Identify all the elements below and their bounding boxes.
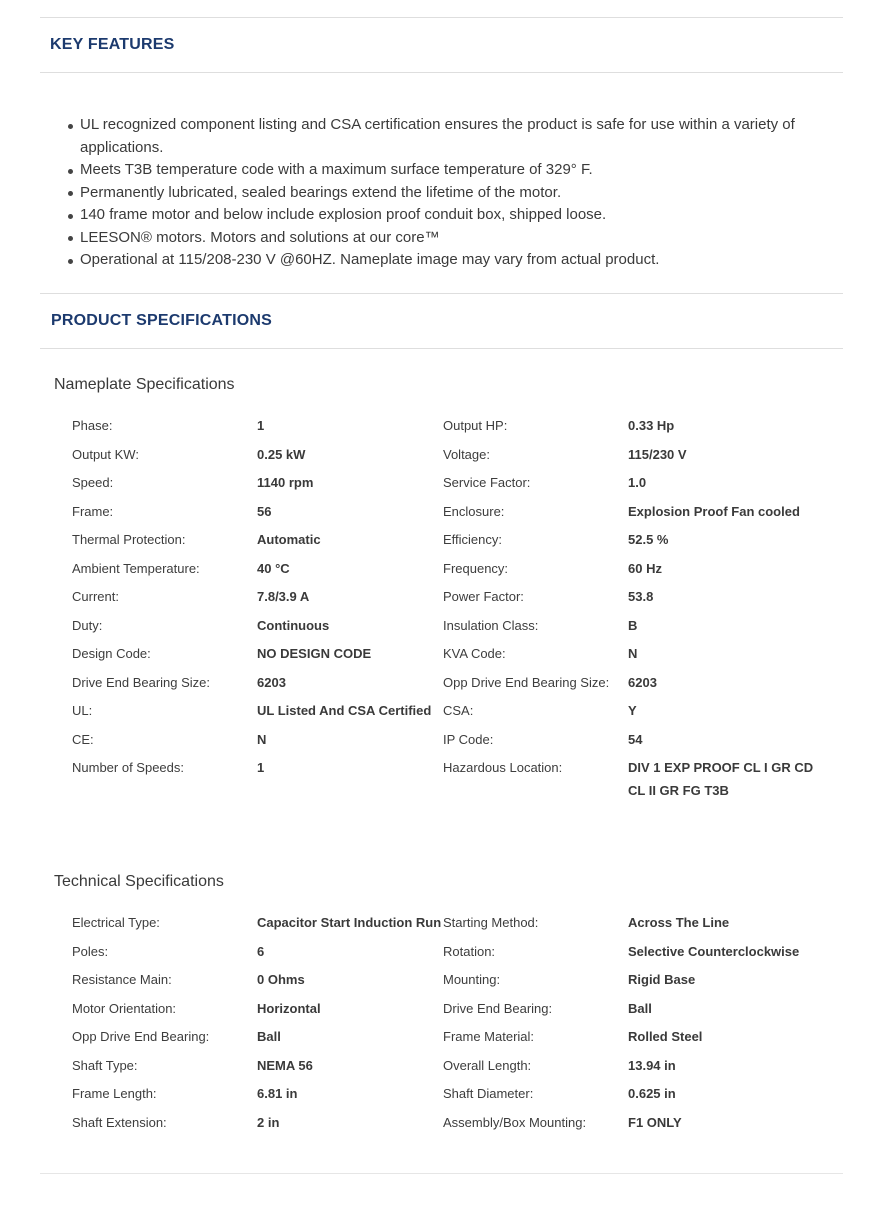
feature-item: 140 frame motor and below include explosion proof conduit box, shipped loose. (80, 204, 840, 227)
spec-row (40, 1112, 843, 1141)
spec-label: Enclosure: (443, 503, 505, 519)
spec-row (40, 729, 843, 758)
spec-label: Shaft Type: (72, 1057, 138, 1073)
spec-value: 1 (257, 418, 265, 433)
spec-value: 6203 (257, 674, 286, 690)
spec-label: Number of Speeds: (72, 760, 185, 775)
spec-label: Frame Length: (72, 1086, 157, 1101)
spec-label: Thermal Protection: (72, 532, 186, 547)
spec-label: Shaft Extension: (72, 1114, 167, 1130)
spec-value: 0.25 kW (257, 446, 306, 462)
spec-value: Continuous (257, 617, 330, 633)
spec-row (40, 941, 843, 970)
spec-value: DIV 1 EXP PROOF CL I GR CD CL II GR FG T3B (628, 760, 814, 798)
spec-label: Overall Length: (443, 1057, 532, 1073)
spec-label: UL: (72, 703, 93, 718)
spec-label: Drive End Bearing: (443, 1000, 553, 1016)
spec-value: Y (628, 703, 637, 718)
feature-item: Operational at 115/208-230 V @60HZ. Nameplate image may vary from actual product. (80, 249, 840, 272)
spec-label: Frame: (72, 503, 114, 519)
spec-value: Capacitor Start Induction Run (257, 915, 442, 930)
spec-value: 54 (628, 731, 643, 747)
spec-value: 0 Ohms (257, 972, 305, 987)
spec-value: UL Listed And CSA Certified (257, 703, 432, 718)
feature-item: UL recognized component listing and CSA certification ensures the product is safe for use within a variety of applications. (80, 114, 840, 159)
spec-value: 0.625 in (628, 1086, 676, 1101)
spec-value: F1 ONLY (628, 1114, 682, 1130)
spec-value: B (628, 617, 638, 633)
spec-value: 1.0 (628, 475, 647, 490)
nameplate-specifications-title: Nameplate Specifications (54, 376, 235, 393)
spec-value: Selective Counterclockwise (628, 943, 800, 959)
spec-value: 7.8/3.9 A (257, 589, 310, 604)
spec-row (40, 912, 843, 941)
spec-value: Ball (628, 1000, 652, 1016)
spec-value: Explosion Proof Fan cooled (628, 503, 800, 519)
product-specifications-header[interactable] (40, 293, 843, 349)
spec-value: 56 (257, 503, 272, 519)
spec-value: 1140 rpm (257, 475, 314, 490)
spec-value: 52.5 % (628, 532, 669, 547)
technical-specifications-title: Technical Specifications (54, 873, 224, 890)
spec-label: IP Code: (443, 731, 494, 747)
spec-value: NEMA 56 (257, 1057, 313, 1073)
nameplate-spec-grid (40, 415, 843, 808)
spec-label: Resistance Main: (72, 972, 172, 987)
spec-label: Poles: (72, 943, 109, 959)
spec-row (40, 615, 843, 644)
spec-label: CSA: (443, 703, 474, 718)
technical-spec-grid (40, 912, 843, 1140)
spec-label: Insulation Class: (443, 617, 539, 633)
spec-row (40, 672, 843, 701)
spec-label: Electrical Type: (72, 915, 160, 930)
spec-label: Duty: (72, 617, 103, 633)
spec-value: N (628, 646, 638, 661)
nameplate-specifications (40, 374, 843, 808)
spec-label: Ambient Temperature: (72, 560, 200, 576)
spec-row (40, 1083, 843, 1112)
spec-label: Hazardous Location: (443, 760, 563, 775)
feature-item: Permanently lubricated, sealed bearings extend the lifetime of the motor. (80, 182, 840, 205)
spec-label: Opp Drive End Bearing: (72, 1029, 210, 1044)
spec-label: Shaft Diameter: (443, 1086, 534, 1101)
spec-value: Across The Line (628, 915, 730, 930)
spec-label: Voltage: (443, 446, 490, 462)
technical-specifications (40, 871, 843, 1140)
spec-row (40, 558, 843, 587)
spec-label: Rotation: (443, 943, 496, 959)
spec-value: 1 (257, 760, 265, 775)
spec-value: Ball (257, 1029, 281, 1044)
spec-row (40, 700, 843, 729)
spec-label: Mounting: (443, 972, 501, 987)
feature-item: LEESON® motors. Motors and solutions at our core™ (80, 227, 840, 250)
spec-label: Motor Orientation: (72, 1000, 177, 1016)
spec-label: Assembly/Box Mounting: (443, 1114, 587, 1130)
spec-label: Drive End Bearing Size: (72, 674, 211, 690)
key-features-header[interactable] (40, 17, 843, 73)
spec-label: Output KW: (72, 446, 139, 462)
spec-row (40, 1055, 843, 1084)
spec-value: Rolled Steel (628, 1029, 703, 1044)
key-features-list (80, 114, 840, 272)
spec-row (40, 643, 843, 672)
spec-row (40, 529, 843, 558)
spec-value: N (257, 731, 267, 747)
spec-label: KVA Code: (443, 646, 506, 661)
spec-label: Frame Material: (443, 1029, 535, 1044)
spec-row (40, 472, 843, 501)
spec-row (40, 444, 843, 473)
spec-label: Service Factor: (443, 475, 531, 490)
key-features-title: KEY FEATURES (50, 36, 175, 53)
spec-row (40, 415, 843, 444)
spec-value: 2 in (257, 1114, 280, 1130)
spec-label: Frequency: (443, 560, 509, 576)
spec-label: Current: (72, 589, 119, 604)
spec-label: Speed: (72, 475, 114, 490)
spec-label: Efficiency: (443, 532, 503, 547)
spec-label: Phase: (72, 418, 113, 433)
spec-value: 115/230 V (628, 446, 687, 462)
spec-value: 53.8 (628, 589, 654, 604)
spec-row (40, 1026, 843, 1055)
bottom-divider (40, 1173, 843, 1174)
spec-label: Starting Method: (443, 915, 539, 930)
spec-label: Output HP: (443, 418, 508, 433)
spec-row (40, 969, 843, 998)
spec-value: 6203 (628, 674, 657, 690)
spec-value: 60 Hz (628, 560, 662, 576)
spec-value: 13.94 in (628, 1057, 676, 1073)
spec-row (40, 501, 843, 530)
spec-value: Rigid Base (628, 972, 696, 987)
spec-label: Opp Drive End Bearing Size: (443, 674, 610, 690)
product-specifications-title: PRODUCT SPECIFICATIONS (51, 312, 273, 329)
spec-value: Horizontal (257, 1000, 321, 1016)
feature-item: Meets T3B temperature code with a maximum surface temperature of 329° F. (80, 159, 840, 182)
spec-label: Design Code: (72, 646, 151, 661)
spec-value: 0.33 Hp (628, 418, 675, 433)
spec-value: Automatic (257, 532, 321, 547)
spec-value: NO DESIGN CODE (257, 646, 372, 661)
spec-label: CE: (72, 731, 94, 747)
spec-value: 6 (257, 943, 265, 959)
spec-value: 40 °C (257, 560, 290, 576)
spec-label: Power Factor: (443, 589, 524, 604)
spec-value: 6.81 in (257, 1086, 298, 1101)
spec-row (40, 757, 843, 808)
spec-row (40, 586, 843, 615)
spec-row (40, 998, 843, 1027)
